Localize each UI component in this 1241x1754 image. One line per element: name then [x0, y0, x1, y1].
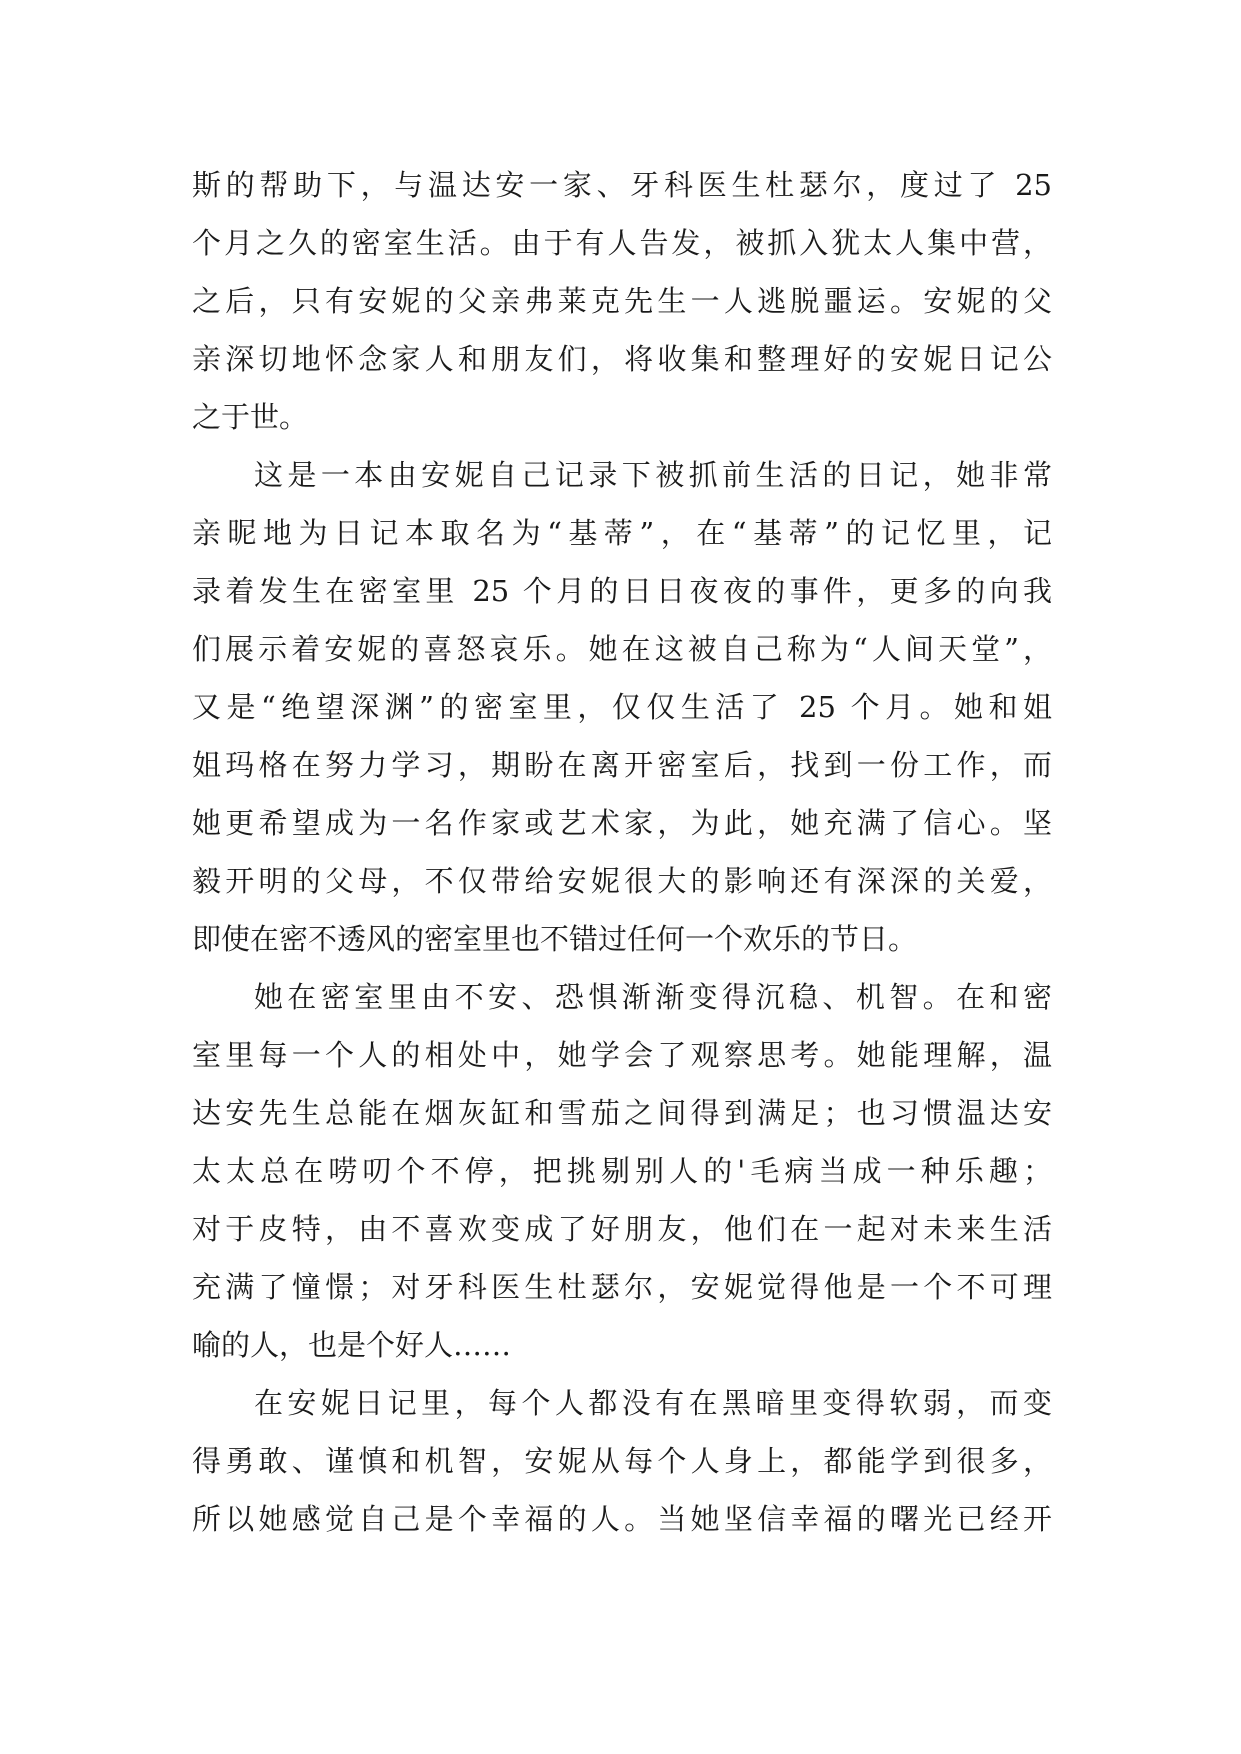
- paragraph-3: [192, 968, 1052, 1374]
- text-line: 录着发生在密室里 25 个月的日日夜夜的事件，更多的向我: [192, 574, 1052, 608]
- text-line: 之后，只有安妮的父亲弗莱克先生一人逃脱噩运。安妮的父: [192, 284, 1052, 318]
- text-line: 所以她感觉自己是个幸福的人。当她坚信幸福的曙光已经开: [192, 1502, 1052, 1536]
- text-line: 她更希望成为一名作家或艺术家，为此，她充满了信心。坚: [192, 806, 1052, 840]
- text-line: 她在密室里由不安、恐惧渐渐变得沉稳、机智。在和密: [254, 980, 1052, 1014]
- text-line: 充满了憧憬；对牙科医生杜瑟尔，安妮觉得他是一个不可理: [192, 1270, 1052, 1304]
- text-line: 达安先生总能在烟灰缸和雪茄之间得到满足；也习惯温达安: [192, 1096, 1052, 1130]
- text-line: 得勇敢、谨慎和机智，安妮从每个人身上，都能学到很多，: [192, 1444, 1052, 1478]
- paragraph-2: [192, 446, 1052, 968]
- paragraph-4: [192, 1374, 1052, 1548]
- text-line: 即使在密不透风的密室里也不错过任何一个欢乐的节日。: [192, 922, 918, 956]
- document-body: [192, 156, 1052, 1548]
- paragraph-1: [192, 156, 1052, 446]
- text-line: 这是一本由安妮自己记录下被抓前生活的日记，她非常: [254, 458, 1052, 492]
- text-line: 太太总在唠叨个不停，把挑剔别人的'毛病当成一种乐趣；: [192, 1154, 1052, 1188]
- text-line: 在安妮日记里，每个人都没有在黑暗里变得软弱，而变: [254, 1386, 1052, 1420]
- text-line: 喻的人，也是个好人……: [192, 1328, 512, 1362]
- text-line: 姐玛格在努力学习，期盼在离开密室后，找到一份工作，而: [192, 748, 1052, 782]
- text-line: 之于世。: [192, 400, 309, 434]
- text-line: 斯的帮助下，与温达安一家、牙科医生杜瑟尔，度过了 25: [192, 168, 1052, 202]
- text-line: 又是“绝望深渊”的密室里，仅仅生活了 25 个月。她和姐: [192, 690, 1052, 724]
- text-line: 亲深切地怀念家人和朋友们，将收集和整理好的安妮日记公: [192, 342, 1052, 376]
- text-line: 个月之久的密室生活。由于有人告发，被抓入犹太人集中营，: [192, 226, 1052, 260]
- text-line: 们展示着安妮的喜怒哀乐。她在这被自己称为“人间天堂”，: [192, 632, 1052, 666]
- text-line: 室里每一个人的相处中，她学会了观察思考。她能理解，温: [192, 1038, 1052, 1072]
- text-line: 亲昵地为日记本取名为“基蒂”，在“基蒂”的记忆里，记: [192, 516, 1052, 550]
- text-line: 毅开明的父母，不仅带给安妮很大的影响还有深深的关爱，: [192, 864, 1052, 898]
- text-line: 对于皮特，由不喜欢变成了好朋友，他们在一起对未来生活: [192, 1212, 1052, 1246]
